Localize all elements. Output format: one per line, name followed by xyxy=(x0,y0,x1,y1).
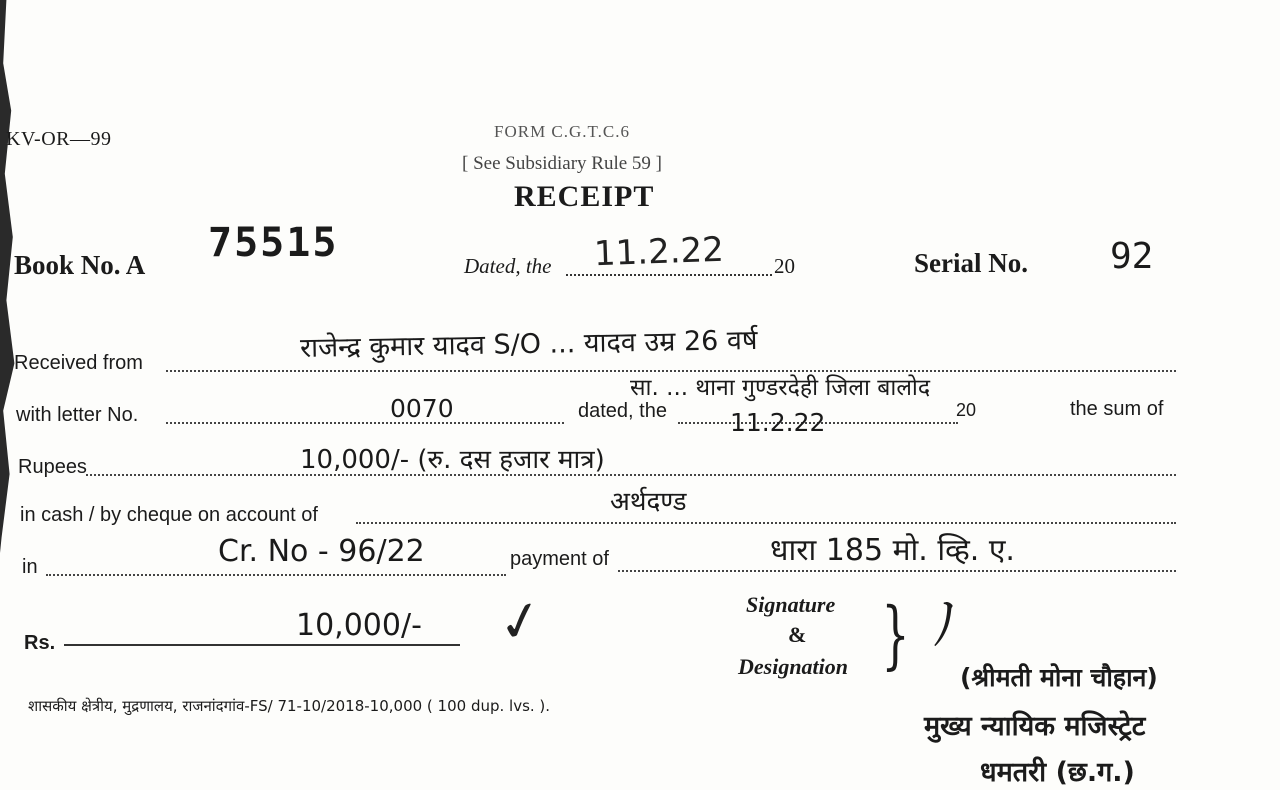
magistrate-signature-mark: ﾉ xyxy=(926,590,964,659)
account-value: अर्थदण्ड xyxy=(610,487,687,517)
account-dotted-line xyxy=(356,508,1176,524)
signature-ampersand: & xyxy=(788,622,807,647)
letter-dated-value: 11.2.22 xyxy=(730,408,826,437)
form-rule: [ See Subsidiary Rule 59 ] xyxy=(462,153,663,174)
sum-of-label: the sum of xyxy=(1070,398,1164,420)
brace-icon: } xyxy=(881,592,910,678)
rupees-value: 10,000/- (रु. दस हजार मात्र) xyxy=(300,445,605,475)
rs-line xyxy=(64,644,460,646)
account-label: in cash / by cheque on account of xyxy=(20,504,318,526)
torn-edge xyxy=(0,0,16,790)
designation-label: Designation xyxy=(738,654,849,679)
payment-of-value: धारा 185 मो. व्हि. ए. xyxy=(770,533,1015,568)
serial-number: 92 xyxy=(1110,236,1154,277)
document-title: RECEIPT xyxy=(514,180,655,213)
initials-mark: ✓ xyxy=(491,585,550,658)
stamp-designation: मुख्य न्यायिक मजिस्ट्रेट xyxy=(924,711,1146,742)
received-from-label: Received from xyxy=(14,352,143,374)
rs-label: Rs. xyxy=(24,632,56,654)
letter-year-suffix: 20 xyxy=(956,400,977,420)
printer-imprint: शासकीय क्षेत्रीय, मुद्रणालय, राजनांदगांव-FS/ 71-10/2018-10,000 ( 100 dup. lvs. ). xyxy=(28,697,551,715)
received-from-value: राजेन्द्र कुमार यादव S/O ... यादव उम्र 26 वर्ष xyxy=(299,325,758,364)
letter-dated-label: dated, the xyxy=(578,400,667,422)
rupees-label: Rupees xyxy=(18,456,87,478)
stamp-name: (श्रीमती मोना चौहान) xyxy=(960,663,1158,692)
received-from-address: सा. ... थाना गुण्डरदेही जिला बालोद xyxy=(630,375,931,401)
letter-no-label: with letter No. xyxy=(16,404,139,426)
book-label: Book No. A xyxy=(14,250,146,280)
serial-label: Serial No. xyxy=(914,248,1028,278)
form-code: KV-OR—99 xyxy=(6,128,112,150)
dated-value: 11.2.22 xyxy=(593,229,725,275)
dated-label: Dated, the xyxy=(464,254,552,278)
stamp-location: धमतरी (छ.ग.) xyxy=(980,757,1135,788)
letter-no-value: 0070 xyxy=(390,394,454,423)
signature-label: Signature xyxy=(746,592,836,617)
rupees-dotted-line xyxy=(86,460,1176,476)
dated-year-suffix: 20 xyxy=(774,254,795,278)
payment-of-label: payment of xyxy=(510,548,609,570)
book-number: 75515 xyxy=(208,220,339,266)
in-label: in xyxy=(22,556,38,578)
letter-no-dotted-line xyxy=(166,408,564,424)
form-title: FORM C.G.T.C.6 xyxy=(494,122,631,141)
case-number-value: Cr. No - 96/22 xyxy=(218,534,425,569)
rs-amount-value: 10,000/- xyxy=(296,608,422,643)
